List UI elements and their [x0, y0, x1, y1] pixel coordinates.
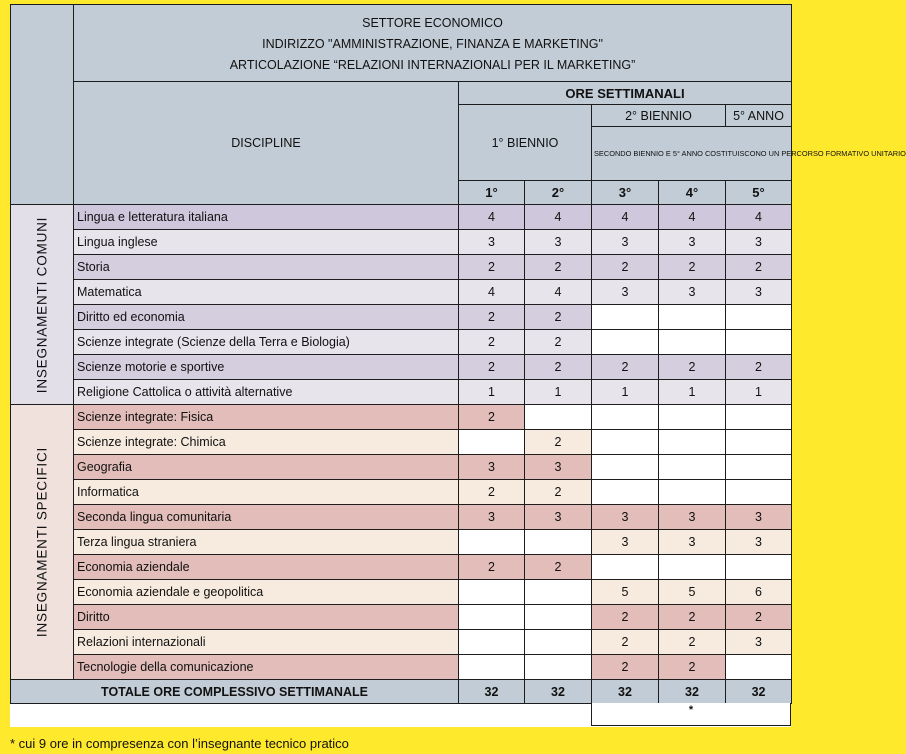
hours-cell: 3 — [525, 230, 592, 255]
quinto-anno-header: 5° ANNO — [726, 105, 792, 127]
discipline-name: Diritto — [74, 605, 459, 630]
footnote: * cui 9 ore in compresenza con l’insegnante tecnico pratico — [10, 736, 349, 751]
hours-cell: 2 — [525, 555, 592, 580]
table-row — [11, 630, 792, 655]
table-row — [11, 530, 792, 555]
table-row — [11, 430, 792, 455]
table-row — [11, 380, 792, 405]
ore-settimanali-header: ORE SETTIMANALI — [459, 82, 792, 105]
discipline-name: Seconda lingua comunitaria — [74, 505, 459, 530]
hours-cell — [459, 530, 525, 555]
hours-cell — [726, 405, 792, 430]
discipline-name: Storia — [74, 255, 459, 280]
hours-cell — [659, 480, 726, 505]
table-row — [11, 555, 792, 580]
table-row — [11, 580, 792, 605]
percorso-note: SECONDO BIENNIO E 5° ANNO COSTITUISCONO UN PERCORSO FORMATIVO UNITARIO — [592, 127, 792, 181]
hours-cell: 2 — [459, 255, 525, 280]
hours-cell: 3 — [592, 230, 659, 255]
hours-cell: 4 — [726, 205, 792, 230]
hours-cell — [525, 655, 592, 680]
table-row — [11, 480, 792, 505]
secondo-biennio-header: 2° BIENNIO — [592, 105, 726, 127]
hours-cell: 3 — [525, 455, 592, 480]
hours-cell — [659, 405, 726, 430]
hours-cell: 2 — [726, 355, 792, 380]
hours-cell: 3 — [592, 280, 659, 305]
hours-cell — [525, 530, 592, 555]
table-row — [11, 505, 792, 530]
hours-cell — [659, 430, 726, 455]
hours-cell: 2 — [659, 605, 726, 630]
hours-cell: 2 — [659, 655, 726, 680]
discipline-name: Informatica — [74, 480, 459, 505]
discipline-name: Lingua e letteratura italiana — [74, 205, 459, 230]
hours-cell: 2 — [659, 355, 726, 380]
hours-cell: 3 — [726, 280, 792, 305]
hours-cell — [592, 330, 659, 355]
hours-cell: 3 — [726, 230, 792, 255]
table-row — [11, 255, 792, 280]
hours-cell: 3 — [592, 505, 659, 530]
table-row — [11, 230, 792, 255]
hours-cell: 1 — [726, 380, 792, 405]
table-title — [74, 5, 792, 82]
hours-cell: 4 — [459, 280, 525, 305]
discipline-name: Tecnologie della comunicazione — [74, 655, 459, 680]
discipline-name: Economia aziendale e geopolitica — [74, 580, 459, 605]
hours-cell — [659, 455, 726, 480]
table-row — [11, 355, 792, 380]
hours-cell: 1 — [525, 380, 592, 405]
discipline-name: Matematica — [74, 280, 459, 305]
hours-cell: 2 — [459, 355, 525, 380]
hours-cell: 1 — [592, 380, 659, 405]
hours-cell: 2 — [525, 255, 592, 280]
hours-cell — [726, 480, 792, 505]
hours-cell: 2 — [525, 430, 592, 455]
hours-cell — [525, 605, 592, 630]
discipline-name: Economia aziendale — [74, 555, 459, 580]
hours-cell — [459, 580, 525, 605]
hours-cell — [459, 430, 525, 455]
year-header: 2° — [525, 181, 592, 205]
discipline-name: Scienze integrate: Fisica — [74, 405, 459, 430]
hours-cell: 2 — [592, 630, 659, 655]
table-row — [11, 655, 792, 680]
discipline-name: Geografia — [74, 455, 459, 480]
title-line-3: ARTICOLAZIONE “RELAZIONI INTERNAZIONALI PER IL MARKETING” — [229, 58, 636, 72]
table-row — [11, 305, 792, 330]
hours-cell: 2 — [459, 330, 525, 355]
title-line-2: INDIRIZZO "AMMINISTRAZIONE, FINANZA E MARKETING" — [262, 37, 603, 51]
timetable — [10, 4, 906, 704]
hours-cell: 1 — [659, 380, 726, 405]
group-label: INSEGNAMENTI COMUNI — [34, 216, 50, 393]
hours-cell: 1 — [459, 380, 525, 405]
year-header: 5° — [726, 181, 792, 205]
hours-cell: 2 — [525, 305, 592, 330]
discipline-name: Scienze integrate: Chimica — [74, 430, 459, 455]
hours-cell: 2 — [459, 480, 525, 505]
hours-cell: 2 — [592, 655, 659, 680]
hours-cell: 2 — [459, 305, 525, 330]
hours-cell — [592, 555, 659, 580]
hours-cell: 3 — [459, 455, 525, 480]
total-label: TOTALE ORE COMPLESSIVO SETTIMANALE — [11, 680, 459, 704]
discipline-name: Scienze integrate (Scienze della Terra e Biologia) — [74, 330, 459, 355]
hours-cell — [525, 580, 592, 605]
total-hours-cell: 32 — [525, 680, 592, 704]
hours-cell — [592, 405, 659, 430]
total-hours-cell: 32 — [459, 680, 525, 704]
hours-cell: 3 — [726, 530, 792, 555]
hours-cell: 4 — [659, 205, 726, 230]
group-insegnamenti-comuni — [11, 205, 74, 405]
hours-cell: 3 — [659, 280, 726, 305]
discipline-name: Relazioni internazionali — [74, 630, 459, 655]
hours-cell: 5 — [592, 580, 659, 605]
hours-cell — [592, 430, 659, 455]
hours-cell: 3 — [525, 505, 592, 530]
hours-cell: 5 — [659, 580, 726, 605]
hours-cell: 2 — [459, 405, 525, 430]
hours-cell — [726, 655, 792, 680]
hours-cell: 2 — [659, 630, 726, 655]
hours-cell: 4 — [525, 205, 592, 230]
hours-cell — [525, 630, 592, 655]
hours-cell: 2 — [592, 255, 659, 280]
hours-cell: 2 — [592, 355, 659, 380]
total-hours-cell: 32 — [592, 680, 659, 704]
table-row — [11, 280, 792, 305]
hours-cell — [459, 605, 525, 630]
discipline-name: Religione Cattolica o attività alternative — [74, 380, 459, 405]
hours-cell: 2 — [525, 480, 592, 505]
hours-cell — [726, 555, 792, 580]
table-row — [11, 205, 792, 230]
table-row — [11, 405, 792, 430]
total-hours-cell: 32 — [659, 680, 726, 704]
hours-cell: 3 — [659, 505, 726, 530]
hours-cell — [659, 555, 726, 580]
year-header: 1° — [459, 181, 525, 205]
hours-cell — [726, 330, 792, 355]
hours-cell: 2 — [592, 605, 659, 630]
hours-cell: 4 — [459, 205, 525, 230]
hours-cell: 3 — [659, 530, 726, 555]
hours-cell: 4 — [592, 205, 659, 230]
hours-cell: 2 — [659, 255, 726, 280]
hours-cell — [592, 480, 659, 505]
total-hours-cell: 32 — [726, 680, 792, 704]
hours-cell — [525, 405, 592, 430]
hours-cell: 2 — [459, 555, 525, 580]
corner-cell — [11, 5, 74, 205]
group-label: INSEGNAMENTI SPECIFICI — [34, 446, 50, 638]
hours-cell — [592, 455, 659, 480]
table-row — [11, 455, 792, 480]
hours-cell — [726, 305, 792, 330]
primo-biennio-header: 1° BIENNIO — [459, 105, 592, 181]
group-insegnamenti-specifici — [11, 405, 74, 680]
hours-cell — [459, 630, 525, 655]
hours-cell — [726, 455, 792, 480]
discipline-name: Scienze motorie e sportive — [74, 355, 459, 380]
table-row — [11, 605, 792, 630]
hours-cell: 3 — [459, 230, 525, 255]
hours-cell: 3 — [659, 230, 726, 255]
hours-cell: 4 — [525, 280, 592, 305]
hours-cell: 2 — [525, 355, 592, 380]
total-footnote-marker: * — [591, 703, 791, 726]
hours-cell: 2 — [525, 330, 592, 355]
hours-cell — [592, 305, 659, 330]
hours-cell — [726, 430, 792, 455]
hours-cell: 2 — [726, 255, 792, 280]
discipline-name: Diritto ed economia — [74, 305, 459, 330]
hours-cell: 3 — [726, 630, 792, 655]
hours-cell: 6 — [726, 580, 792, 605]
title-line-1: SETTORE ECONOMICO — [362, 16, 503, 30]
discipline-name: Terza lingua straniera — [74, 530, 459, 555]
discipline-name: Lingua inglese — [74, 230, 459, 255]
hours-cell: 2 — [726, 605, 792, 630]
year-header: 3° — [592, 181, 659, 205]
table-row — [11, 330, 792, 355]
hours-cell: 3 — [726, 505, 792, 530]
hours-cell — [659, 305, 726, 330]
hours-cell: 3 — [592, 530, 659, 555]
hours-cell — [459, 655, 525, 680]
year-header: 4° — [659, 181, 726, 205]
hours-cell — [659, 330, 726, 355]
discipline-header: DISCIPLINE — [74, 82, 459, 205]
hours-cell: 3 — [459, 505, 525, 530]
